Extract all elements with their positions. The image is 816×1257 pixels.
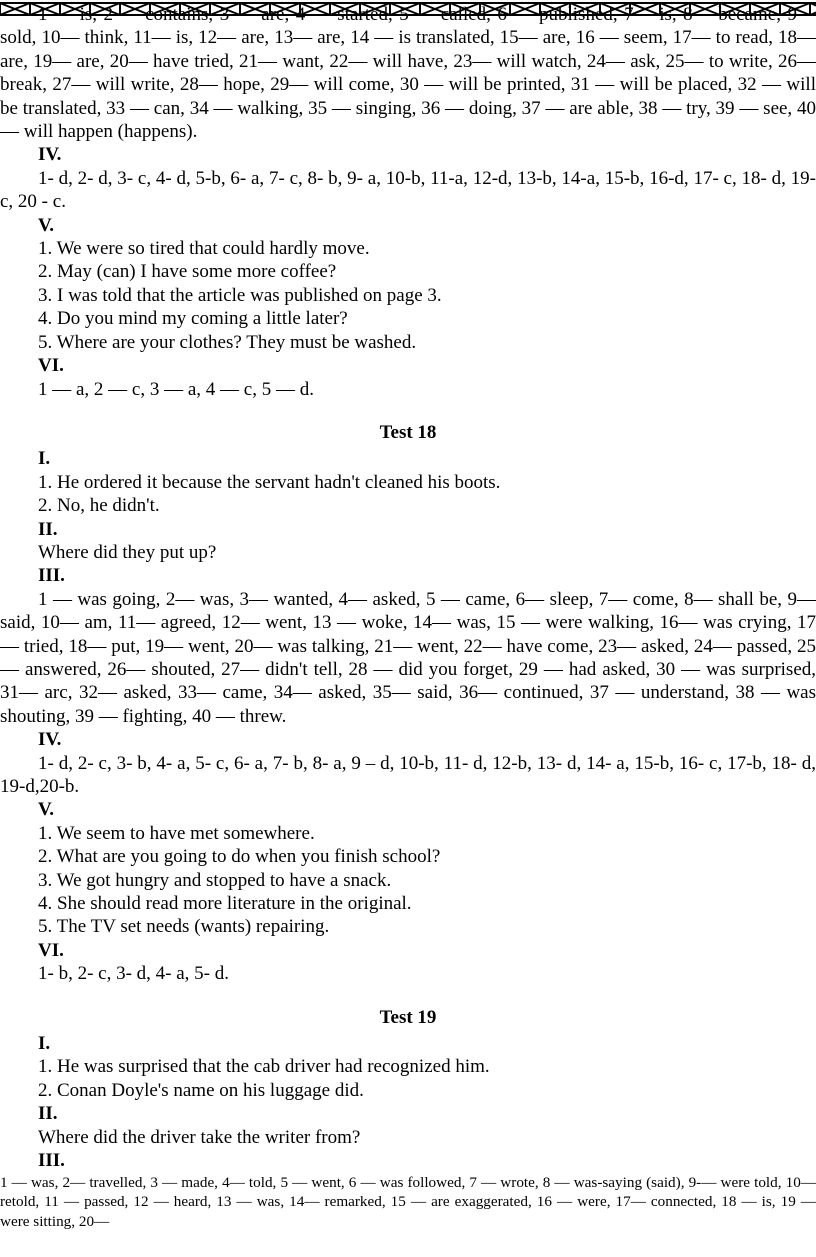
section-heading-v: V. [38, 214, 55, 236]
section-heading-vi: VI. [38, 355, 64, 377]
t18-answer-i-2: 2. No, he didn't. [38, 495, 160, 517]
t18-heading-vi: VI. [38, 939, 64, 961]
answer-v-2: 2. May (can) I have some more coffee? [38, 261, 337, 283]
t18-heading-i: I. [38, 448, 51, 470]
t18-heading-iii: III. [38, 565, 65, 587]
t18-answers-vi: 1- b, 2- c, 3- d, 4- a, 5- d. [38, 963, 230, 985]
t18-answer-v-1: 1. We seem to have met somewhere. [38, 822, 315, 844]
t19-answer-i-2: 2. Conan Doyle's name on his luggage did. [38, 1079, 364, 1101]
answer-v-5: 5. Where are your clothes? They must be washed. [38, 331, 417, 353]
test-18-title: Test 18 [379, 421, 437, 443]
t18-answer-v-3: 3. We got hungry and stopped to have a snack. [38, 869, 392, 891]
t18-answer-v-5: 5. The TV set needs (wants) repairing. [38, 916, 330, 938]
t18-heading-ii: II. [38, 518, 58, 540]
answers-vi: 1 — a, 2 — c, 3 — a, 4 — c, 5 — d. [38, 378, 314, 400]
answers-iii-previous-test: 1 — is, 2 — contains, 3 — are, 4 — started, 5 — called, 6 — published, 7— is, 8— became, 9— sold, 10— think, 11— is, 12— are, 13— are, 14 — is translated, 15— are, 16 — seem, 17— to read, 18— are, 19— are, 20— have tried, 21— want, 22— will have, 23— will watch, 24— ask, 25— to write, 26— break, 27— will write, 28— hope, 29— will come, 30 — will be printed, 31 — will be placed, 32 — will be translated, 33 — can, 34 — walking, 35 — singing, 36 — doing, 37 — are able, 38 — try, 39 — see, 40 — will happen (happens). [0, 4, 816, 143]
t19-answer-i-1: 1. He was surprised that the cab driver had recognized him. [38, 1056, 490, 1078]
answer-v-3: 3. I was told that the article was published on page 3. [38, 284, 442, 306]
answer-key-page [0, 3, 816, 1231]
t19-heading-i: I. [38, 1033, 51, 1055]
t18-answers-iii: 1 — was going, 2— was, 3— wanted, 4— asked, 5 — came, 6— sleep, 7— come, 8— shall be, 9— said, 10— am, 11— agreed, 12— went, 13 — woke, 14— was, 15 — were walking, 16— was crying, 17— tried, 18— put, 19— went, 20— was talking, 21— went, 22— have come, 23— asked, 24— passed, 25— answered, 26— shouted, 27— didn't tell, 28 — did you forget, 29 — had asked, 30 — was surprised, 31— arc, 32— asked, 33— came, 34— asked, 35— said, 36— continued, 37 — understand, 38 — was shouting, 39 — fighting, 40 — threw. [0, 588, 816, 727]
section-heading-iv: IV. [38, 144, 62, 166]
t18-answers-iv: 1- d, 2- c, 3- b, 4- a, 5- c, 6- a, 7- b, 8- a, 9 – d, 10-b, 11- d, 12-b, 13- d, 14- a, 15-b, 16- c, 17-b, 18- d, 19-d,20-b. [0, 752, 816, 797]
test-19-title: Test 19 [379, 1006, 437, 1028]
t18-answer-v-4: 4. She should read more literature in the original. [38, 893, 412, 915]
answer-v-4: 4. Do you mind my coming a little later? [38, 308, 348, 330]
answer-v-1: 1. We were so tired that could hardly move. [38, 238, 370, 260]
answers-iv: 1- d, 2- d, 3- c, 4- d, 5-b, 6- a, 7- c, 8- b, 9- a, 10-b, 11-a, 12-d, 13-b, 14-a, 15-b, 16-d, 17- c, 18- d, 19-c, 20 - c. [0, 167, 816, 213]
t18-answer-v-2: 2. What are you going to do when you finish school? [38, 846, 441, 868]
t18-answer-i-1: 1. He ordered it because the servant hadn't cleaned his boots. [38, 471, 501, 493]
t19-heading-ii: II. [38, 1103, 58, 1125]
t18-answer-ii: Where did they put up? [38, 541, 217, 563]
t19-answer-ii: Where did the driver take the writer from? [38, 1126, 361, 1148]
t18-heading-iv: IV. [38, 729, 62, 751]
t19-heading-iii: III. [38, 1150, 65, 1172]
t19-answers-iii: 1 — was, 2— travelled, 3 — made, 4— told, 5 — went, 6 — was followed, 7 — wrote, 8 — was-saying (said), 9-— were told, 10— retold, 11 — passed, 12 — heard, 13 — was, 14— remarked, 15 — are exaggerated, 16 — were, 17— connected, 18 — is, 19 — were sitting, 20— [0, 1173, 816, 1230]
t18-heading-v: V. [38, 799, 55, 821]
